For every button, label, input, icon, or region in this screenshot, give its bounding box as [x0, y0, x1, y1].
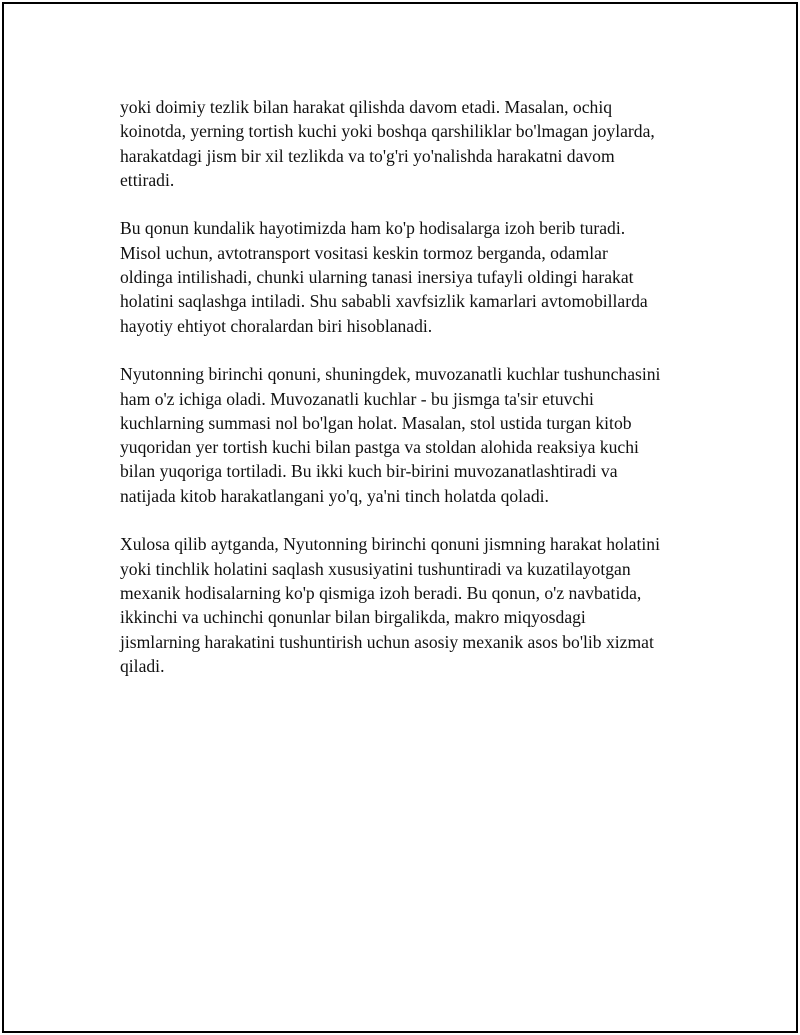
paragraph-1: yoki doimiy tezlik bilan harakat qilishda davom etadi. Masalan, ochiq koinotda, yerning tortish kuchi yoki boshqa qarshiliklar bo'lmagan joylarda, harakatdagi jism bir xil tezlikda va to'g'ri yo'nalishda harakatni davom ettiradi.	[120, 97, 655, 190]
paragraph-3: Nyutonning birinchi qonuni, shuningdek, muvozanatli kuchlar tushunchasini ham o'z ichiga oladi. Muvozanatli kuchlar - bu jismga ta'sir etuvchi kuchlarning summasi nol bo'lgan holat. Masalan, stol ustida turgan kitob yuqoridan yer tortish kuchi bilan pastga va stoldan alohida reaksiya kuchi bilan yuqoriga tortiladi. Bu ikki kuch bir-birini muvozanatlashtiradi va natijada kitob harakatlangani yo'q, ya'ni tinch holatda qoladi.	[120, 364, 661, 506]
document-body	[120, 95, 700, 702]
page-frame	[2, 2, 798, 1033]
paragraph-4: Xulosa qilib aytganda, Nyutonning birinchi qonuni jismning harakat holatini yoki tinchlik holatini saqlash xususiyatini tushuntiradi va kuzatilayotgan mexanik hodisalarning ko'p qismiga izoh beradi. Bu qonun, o'z navbatida, ikkinchi va uchinchi qonunlar bilan birgalikda, makro miqyosdagi jismlarning harakatini tushuntirish uchun asosiy mexanik asos bo'lib xizmat qiladi.	[120, 534, 660, 676]
paragraph-2: Bu qonun kundalik hayotimizda ham ko'p hodisalarga izoh berib turadi. Misol uchun, avtotransport vositasi keskin tormoz berganda, odamlar oldinga intilishadi, chunki ularning tanasi inersiya tufayli oldingi harakat holatini saqlashga intiladi. Shu sababli xavfsizlik kamarlari avtomobillarda hayotiy ehtiyot choralardan biri hisoblanadi.	[120, 218, 648, 336]
